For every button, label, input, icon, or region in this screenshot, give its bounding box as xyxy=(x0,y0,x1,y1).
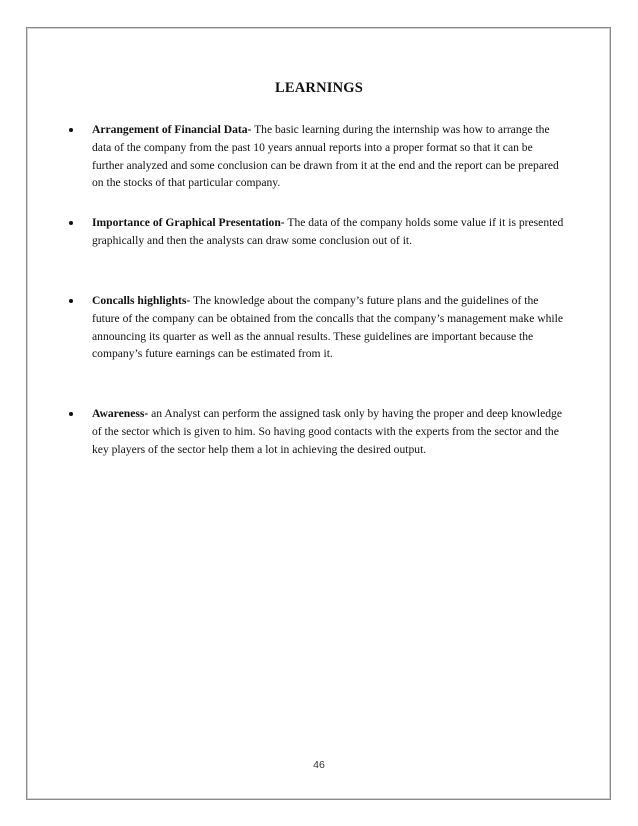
item-heading: Arrangement of Financial Data- xyxy=(92,123,252,136)
list-item-financial-data xyxy=(92,121,567,192)
item-text: The knowledge about the company’s future plans and the guidelines of the future of the company can be obtained from the concalls that the company’s management make while announcing its quarter as well as the annual results. These guidelines are important because the company’s future earnings can be estimated from it. xyxy=(92,294,563,361)
item-text: The basic learning during the internship was how to arrange the data of the company from the past 10 years annual reports into a proper format so that it can be further analyzed and some conclusion can be drawn from it at the end and the report can be prepared on the stocks of that particular company. xyxy=(92,123,559,190)
list-item-concalls-highlights xyxy=(92,292,567,363)
bullet-icon xyxy=(69,128,73,132)
item-text: The data of the company holds some value if it is presented graphically and then the analysts can draw some conclusion out of it. xyxy=(92,216,564,247)
item-text: an Analyst can perform the assigned task only by having the proper and deep knowledge of the sector which is given to him. So having good contacts with the experts from the sector and the key players of the sector help them a lot in achieving the desired output. xyxy=(92,407,562,456)
item-heading: Concalls highlights- xyxy=(92,294,191,307)
item-heading: Importance of Graphical Presentation- xyxy=(92,216,285,229)
bullet-icon xyxy=(69,299,73,303)
bullet-icon xyxy=(69,412,73,416)
list-item-awareness xyxy=(92,405,567,458)
page-number: 46 xyxy=(313,759,325,771)
page-title: LEARNINGS xyxy=(274,80,363,96)
item-heading: Awareness- xyxy=(92,407,149,420)
list-item-graphical-presentation xyxy=(92,214,567,250)
bullet-icon xyxy=(69,221,73,225)
